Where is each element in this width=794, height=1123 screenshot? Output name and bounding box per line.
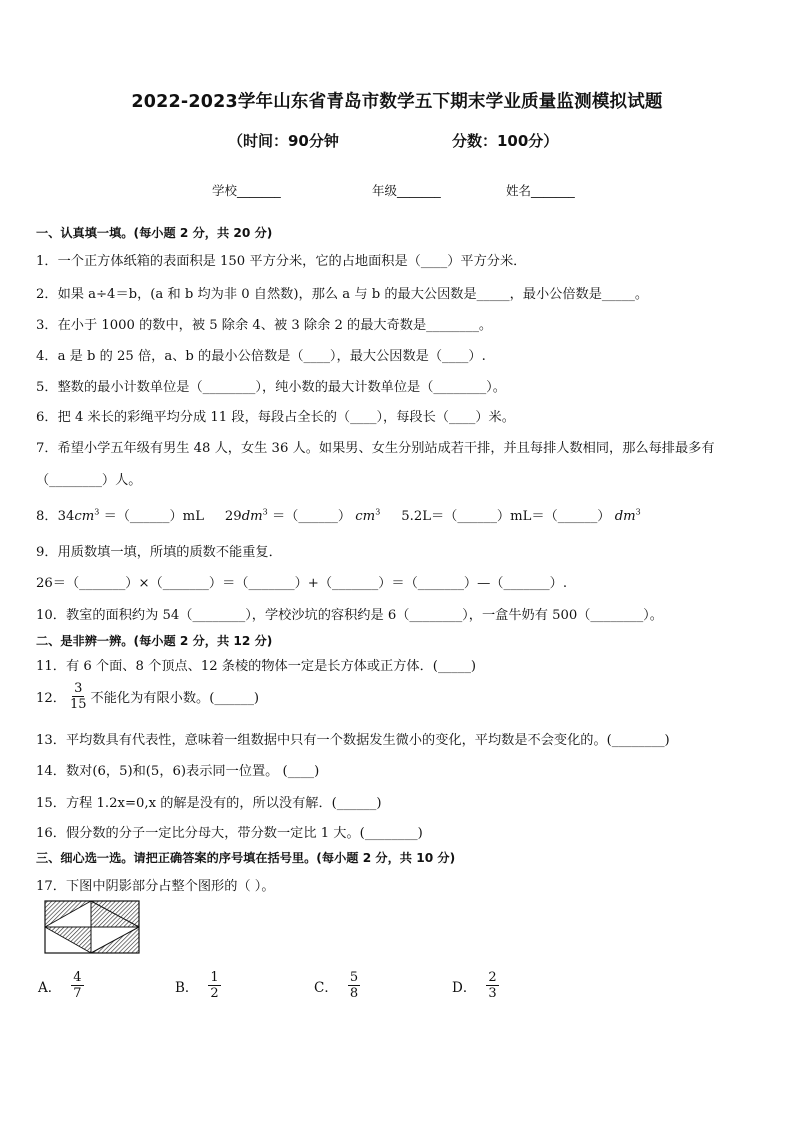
shaded-rectangle-figure (44, 900, 140, 954)
option-d: D． $\frac{2}{3}$ (452, 970, 497, 1001)
question-5: 5．整数的最小计数单位是（________），纯小数的最大计数单位是（________）。 (36, 380, 506, 395)
score-label: 分数：100分） (452, 132, 559, 150)
option-b: B． $\frac{1}{2}$ (175, 970, 219, 1001)
question-4: 4．a 是 b 的 25 倍，a、b 的最小公倍数是（____），最大公因数是（____）. (36, 349, 486, 364)
question-1: 1．一个正方体纸箱的表面积是 150 平方分米，它的占地面积是（____）平方分米． (36, 254, 527, 269)
question-11: 11．有 6 个面、8 个顶点、12 条棱的物体一定是长方体或正方体．(_____) (36, 659, 477, 674)
question-8: 8．$34cm^3$ ＝（______）mL $29dm^3$ ＝（______） $cm^3$ 5.2L＝（______）mL＝（______） $dm^3$ (36, 507, 641, 524)
question-2: 2．如果 a÷4＝b，(a 和 b 均为非 0 自然数)，那么 a 与 b 的最大公因数是_____，最小公倍数是_____。 (36, 287, 649, 302)
question-7: 7．希望小学五年级有男生 48 人，女生 36 人。如果男、女生分别站成若干排，并且每排人数相同，那么每排最多有 (36, 441, 715, 456)
question-17: 17．下图中阴影部分占整个图形的（ ）。 (36, 879, 275, 894)
question-12: 12． $\frac{3}{15}$ 不能化为有限小数。(______) (36, 681, 260, 712)
question-15: 15．方程 1.2x=0,x 的解是没有的，所以没有解．(______) (36, 796, 382, 811)
time-label: （时间：90分钟 (228, 132, 339, 150)
question-6: 6．把 4 米长的彩绳平均分成 11 段，每段占全长的（____），每段长（____）米。 (36, 410, 515, 425)
question-9-equation: 26＝（_______）×（_______）＝（_______）+（_______）＝（_______）—（_______）. (36, 576, 568, 591)
section-2-heading: 二、是非辨一辨。(每小题 2 分，共 12 分) (36, 634, 273, 648)
question-7-blank: （________）人。 (36, 473, 142, 488)
section-1-heading: 一、认真填一填。(每小题 2 分，共 20 分) (36, 226, 273, 240)
option-c: C． $\frac{5}{8}$ (314, 970, 359, 1001)
section-3-heading: 三、细心选一选。请把正确答案的序号填在括号里。(每小题 2 分，共 10 分) (36, 851, 456, 865)
question-3: 3．在小于 1000 的数中，被 5 除余 4、被 3 除余 2 的最大奇数是________。 (36, 318, 493, 333)
page-title: 2022-2023学年山东省青岛市数学五下期末学业质量监测模拟试题 (131, 92, 663, 112)
question-16: 16．假分数的分子一定比分母大，带分数一定比 1 大。(________) (36, 826, 423, 841)
grade-field: 年级_______ (372, 183, 441, 198)
question-14: 14．数对(6，5)和(5，6)表示同一位置。 (____) (36, 764, 320, 779)
name-field: 姓名_______ (506, 183, 575, 198)
fraction-3-15: $\frac{3}{15}$ (69, 681, 87, 712)
question-10: 10．教室的面积约为 54（________），学校沙坑的容积约是 6（________），一盒牛奶有 500（________）。 (36, 608, 663, 623)
option-a: A． $\frac{4}{7}$ (38, 970, 82, 1001)
question-9: 9．用质数填一填，所填的质数不能重复． (36, 545, 282, 560)
question-13: 13．平均数具有代表性，意味着一组数据中只有一个数据发生微小的变化，平均数是不会变化的。(________) (36, 733, 670, 748)
school-field: 学校_______ (212, 183, 281, 198)
